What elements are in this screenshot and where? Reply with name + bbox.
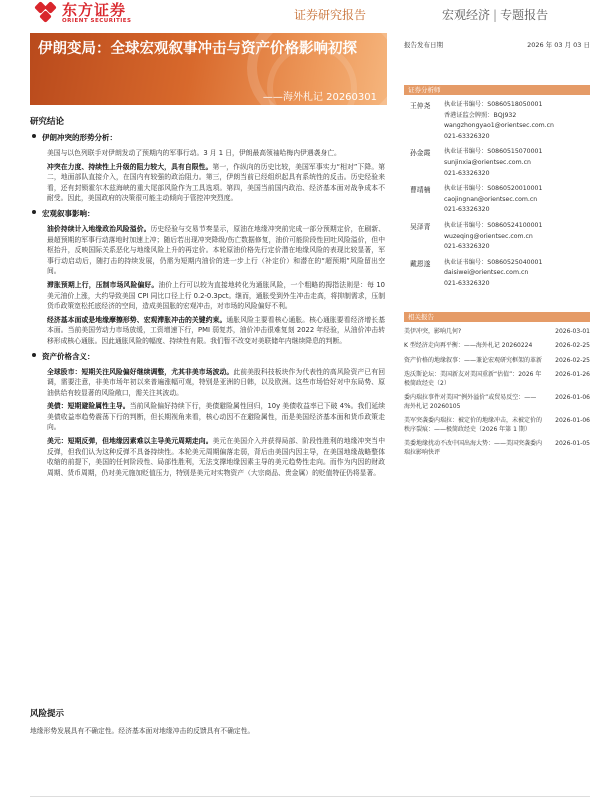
analyst-entry: 吴泽青 执业证书编号：S0860524100001 wuzeqing@orientsec.com.cn 021-63326320 bbox=[404, 221, 590, 253]
related-report-title[interactable]: 委内瑞拉事件对美国“例外溢价”或贸易反空：——海外札记 20260105 bbox=[404, 394, 537, 410]
related-report-date: 2026-01-06 bbox=[555, 417, 590, 424]
analyst-entry: 王仲尧 执业证书编号：S0860518050001 香港证监会牌照：BQJ932 wangzhongyao1@orientsec.com.cn 021-63326320 bbox=[404, 100, 590, 142]
related-report-date: 2026-01-06 bbox=[555, 394, 590, 401]
bullet-situation: 伊朗冲突的形势分析： bbox=[30, 132, 385, 143]
paragraph: 全球股市：短期关注风险偏好继续调整，尤其非美市场波动。此前美股科技板块作为代表性的高风险资产已有回调，需要注意，非美市场年初以来普遍涨幅可观，特别是亚洲的日韩，以及欧洲。这些市场恰好对中东局势、原油供给有较显著的风险敞口，需关注其波动。 bbox=[47, 367, 386, 397]
related-report-item[interactable] bbox=[404, 394, 590, 411]
analyst-email-link[interactable]: caojingnan@orientsec.com.cn bbox=[444, 195, 538, 203]
title-banner bbox=[30, 33, 387, 105]
category-topic: 专题报告 bbox=[500, 8, 549, 22]
analyst-email-link[interactable]: wuzeqing@orientsec.com.cn bbox=[444, 232, 533, 240]
related-report-date: 2026-02-25 bbox=[555, 342, 590, 349]
related-report-title[interactable]: 美委地缘扰动不改中国出海大势：——美国突袭委内瑞拉影响快评 bbox=[404, 440, 543, 456]
risk-text: 地缘形势发展具有不确定性。经济基本面对地缘冲击的反馈具有不确定性。 bbox=[30, 727, 255, 735]
logo-en-text: ORIENT SECURITIES bbox=[62, 17, 132, 24]
related-report-date: 2026-01-05 bbox=[555, 440, 590, 447]
bullet-assets: 资产价格含义： bbox=[30, 351, 385, 362]
logo-cn-text: 东方证券 bbox=[62, 0, 127, 19]
publish-date-label: 报告发布日期 bbox=[404, 41, 443, 49]
analyst-name: 孙金霞 bbox=[410, 149, 431, 158]
report-title: 伊朗变局：全球宏观叙事冲击与资产价格影响初探 bbox=[38, 41, 357, 57]
report-category bbox=[442, 6, 548, 23]
category-macro: 宏观经济 bbox=[442, 8, 491, 22]
publish-date bbox=[404, 40, 590, 55]
related-reports-header: 相关报告 bbox=[404, 312, 590, 322]
category-separator: | bbox=[493, 8, 498, 22]
paragraph: 油价持续计入地缘政治风险溢价。历史经验与交易节奏显示，原油在地缘冲突前完成一部分预期定价，在刷新、最超预期的军事行动落地时加速上冲；随后若出现冲突降级/伤亡数据修复，油价可能阶段性回吐风险溢价，但中枢抬升，反映国际关系恶化与地缘风险上升的再定价。本轮原油价格先行定价潜在地缘风险的表现比较显著，军事行动启动后，随打击的持续发展，仍需为短期内油价的进一步上行（补定价）和潜在的“超预期”风险留出空间。 bbox=[47, 224, 386, 276]
sidebar bbox=[404, 40, 590, 457]
related-report-item[interactable] bbox=[404, 342, 590, 351]
related-report-item[interactable] bbox=[404, 357, 590, 366]
analyst-email-link[interactable]: daisiwei@orientsec.com.cn bbox=[444, 269, 529, 277]
related-report-title[interactable]: K 型经济走向再平衡：——海外札记 20260224 bbox=[404, 342, 533, 349]
analyst-email-link[interactable]: sunjinxia@orientsec.com.cn bbox=[444, 158, 531, 166]
analyst-name: 王仲尧 bbox=[410, 102, 431, 110]
report-type-label: 证券研究报告 bbox=[294, 8, 367, 22]
related-report-date: 2026-01-26 bbox=[555, 371, 590, 378]
related-report-title[interactable]: 资产价格的地缘叙事：——兼论宏观研究框架的革新 bbox=[404, 356, 543, 364]
main-content bbox=[30, 115, 385, 481]
paragraph: 滞胀预期上行，压制市场风险偏好。油价上行可以较为直接地转化为通胀风险，一个粗略的拇指法则是：每 10 美元油价上涨，大约导致美国 CPI 同比口径上行 0.2-0.3pct。继而，通胀受到外生冲击走高，将抑制需求，压制货币政策宽松托底经济的空间，造成美国胀的宏观冲击，对市场的风险偏好不利。 bbox=[47, 280, 385, 311]
bullet-macro: 宏观叙事影响： bbox=[30, 208, 385, 219]
paragraph: 美债：短期避险属性主导。当前风险偏好持续下行，美债避险属性回归，10y 美债收益率已下破 4%。我们延续美债收益率趋势震荡下行的判断，但长期视角来看，核心动因不在避险属性，而是美国经济基本面和货币政策走向。 bbox=[47, 402, 386, 432]
related-report-title[interactable]: 美军突袭委内瑞拉：被定价的地缘冲击，未被定价的秩序裂痕：——极简政经史（2026 年第 1 期） bbox=[404, 417, 543, 433]
analyst-entry: 曹靖楠 执业证书编号：S0860520010001 caojingnan@orientsec.com.cn 021-63326320 bbox=[404, 184, 590, 216]
risk-section bbox=[30, 707, 385, 740]
section-title-conclusions: 研究结论 bbox=[30, 117, 65, 127]
related-report-date: 2026-02-25 bbox=[555, 356, 590, 364]
related-report-item[interactable] bbox=[404, 371, 590, 388]
company-logo bbox=[34, 2, 132, 24]
footer-divider bbox=[30, 796, 590, 797]
analyst-name: 吴泽青 bbox=[410, 222, 431, 231]
analyst-email-link[interactable]: wangzhongyao1@orientsec.com.cn bbox=[444, 122, 554, 130]
paragraph: 美元：短期反弹，但地缘因素难以主导美元周期走向。美元在美国介入并获得局部、阶段性胜利的地缘冲突当中反弹，但我们认为这种反弹不具备持续性。本轮美元周期偏落走弱，背后由美国内因主导，在美国地缘战略整体收缩的前提下，美国的任何阶段性、局部性胜利，无法支撑地缘因素主导的美元趋势性走向。而作为内因的财政周期、货币周期，仍对美元施加贬值压力，特别是美元对实物资产（大宗商品、贵金属）的贬值特征仍将显著。 bbox=[47, 437, 386, 477]
analyst-name: 曹靖楠 bbox=[410, 186, 431, 195]
analyst-entry: 戴恩遂 执业证书编号：S0860525040001 daisiwei@orientsec.com.cn 021-63326320 bbox=[404, 258, 590, 290]
related-report-item[interactable] bbox=[404, 417, 590, 434]
related-report-title[interactable]: 迭沃斯论坛：美国新友对美国重新“估值”：2026 年极简政经史（2） bbox=[404, 371, 542, 387]
publish-date-value: 2026 年 03 月 03 日 bbox=[527, 41, 590, 49]
paragraph: 冲突在力度、持续性上升级的阻力较大，具有自限性。第一，作纵向的历史比较，美国军事实力“相对”下降。第二，地面部队直接介入，在国内有较强的政治阻力。第三，伊朗当前已经组织起具有系统性的反击。历史经验来看，还有封锁霍尔木兹海峡的重大尾部风险作为工具选项。第四，美国当前国内政治、经济基本面对战争成本不耐受。因此，美国政府的决策很可能主动倾向于管控冲突烈度。 bbox=[47, 162, 386, 203]
analyst-entry: 孙金霞 执业证书编号：S0860515070001 sunjinxia@orientsec.com.cn 021-63326320 bbox=[404, 147, 590, 179]
report-subtitle: ——海外札记 20260301 bbox=[262, 92, 377, 103]
paragraph: 美国与以色列联手对伊朗发动了预期内的军事行动。3 月 1 日，伊朗最高领袖哈梅内伊遇袭身亡。 bbox=[47, 149, 341, 157]
analyst-name: 戴恩遂 bbox=[410, 259, 431, 268]
logo-mark-icon bbox=[34, 2, 58, 24]
analyst-header: 证券分析师 bbox=[404, 85, 590, 95]
paragraph: 经济基本面或是地缘摩擦形势、宏观滞胀冲击的关键约束。通胀风险主要看核心通胀。核心通胀要看经济增长基本面。当前美国劳动力市场放缓，工资增速下行，PMI 弱复苏，油价冲击很难复刻 2022 年经验，从油价冲击转移形成核心通胀。因此通胀风险的幅度、持续性有限。我们暂不改变对美联储年内继续降息的判断。 bbox=[47, 315, 386, 345]
related-report-item[interactable] bbox=[404, 328, 590, 337]
related-report-item[interactable] bbox=[404, 440, 590, 457]
related-report-title[interactable]: 美伊冲突，影响几何? bbox=[404, 327, 462, 335]
section-title-risk: 风险提示 bbox=[30, 709, 65, 719]
related-report-date: 2026-03-01 bbox=[555, 327, 590, 335]
